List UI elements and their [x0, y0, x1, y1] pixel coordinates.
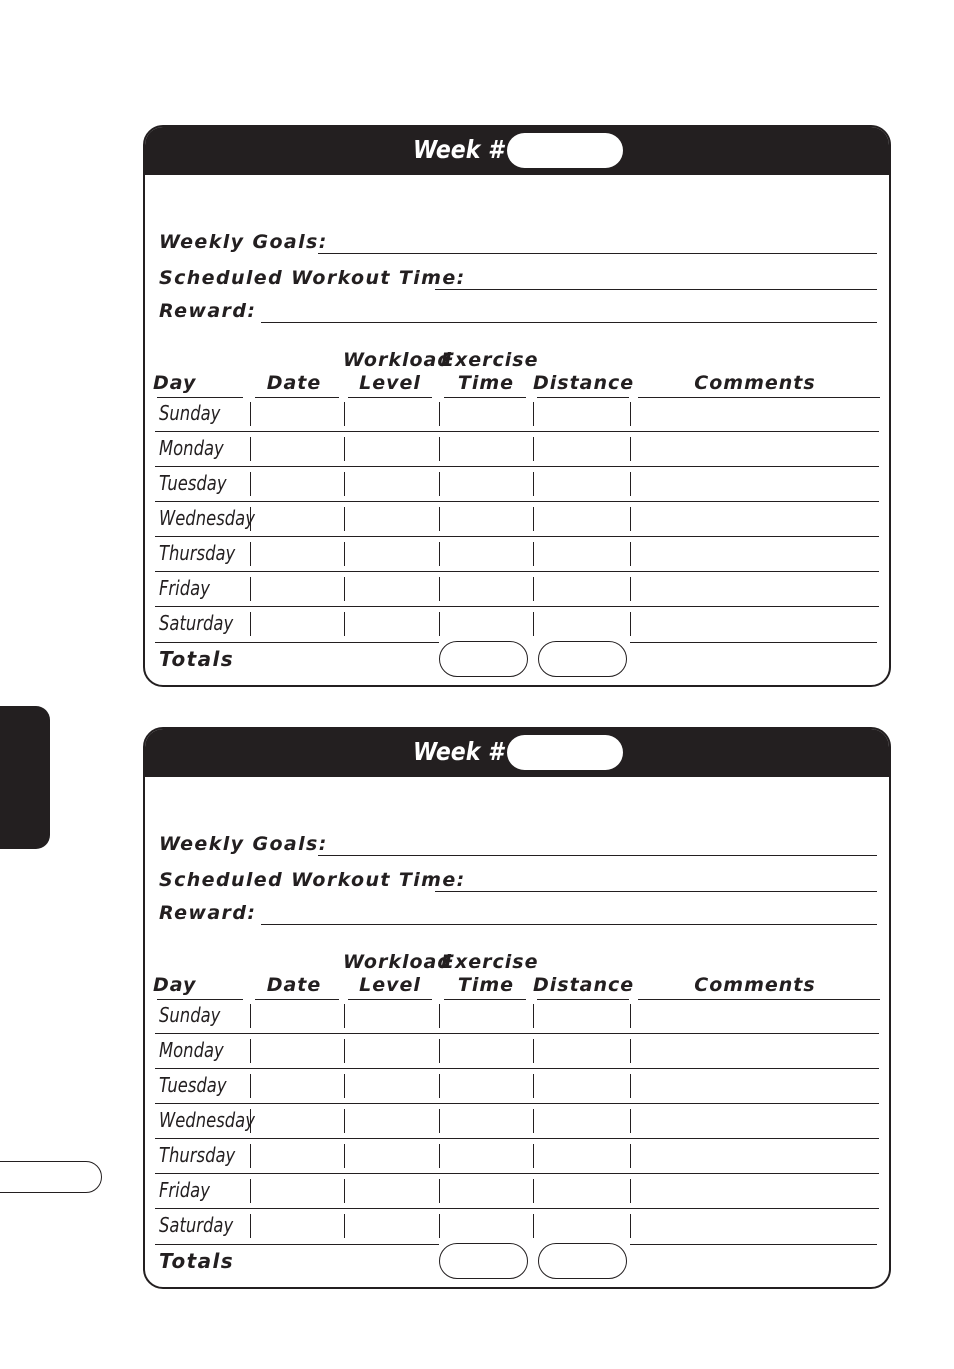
column-header-line: Comments — [694, 372, 816, 394]
cell-divider — [533, 1109, 534, 1133]
column-header — [343, 951, 452, 997]
day-row — [155, 572, 879, 607]
cell-divider — [533, 402, 534, 426]
cell-divider — [344, 507, 345, 531]
column-header — [343, 349, 452, 395]
column-header — [153, 974, 243, 997]
cell-divider — [250, 1074, 251, 1098]
column-header — [249, 372, 339, 395]
column-header-line: Exercise — [441, 349, 539, 371]
day-row — [155, 502, 879, 537]
cell-divider — [439, 577, 440, 601]
goal-input-line[interactable] — [318, 855, 877, 856]
cell-divider — [533, 472, 534, 496]
cell-divider — [630, 1039, 631, 1063]
cell-divider — [344, 1004, 345, 1028]
totals-label: Totals — [159, 1249, 235, 1273]
cell-divider — [344, 612, 345, 636]
day-label: Saturday — [159, 1213, 234, 1237]
day-row — [155, 467, 879, 502]
goal-input-line[interactable] — [435, 289, 877, 290]
column-header — [153, 372, 243, 395]
total-distance-field[interactable] — [538, 641, 627, 677]
total-exercise-time-field[interactable] — [439, 1243, 528, 1279]
cell-divider — [630, 1214, 631, 1238]
cell-divider — [630, 1109, 631, 1133]
cell-divider — [250, 472, 251, 496]
day-label: Tuesday — [159, 1073, 227, 1097]
day-label: Thursday — [159, 1143, 236, 1167]
column-header — [533, 974, 633, 997]
cell-divider — [439, 1144, 440, 1168]
column-header-line: Workload — [343, 951, 452, 973]
day-row — [155, 1069, 879, 1104]
page-tab-outline — [0, 1161, 102, 1193]
day-row — [155, 1209, 879, 1244]
cell-divider — [533, 1039, 534, 1063]
day-label: Wednesday — [159, 506, 255, 530]
day-label: Friday — [159, 1178, 210, 1202]
cell-divider — [439, 1214, 440, 1238]
cell-divider — [630, 542, 631, 566]
cell-divider — [630, 1144, 631, 1168]
column-header — [533, 372, 633, 395]
cell-divider — [630, 472, 631, 496]
cell-divider — [250, 612, 251, 636]
cell-divider — [630, 577, 631, 601]
day-row — [155, 1034, 879, 1069]
column-header-line: Time — [457, 372, 515, 394]
cell-divider — [250, 402, 251, 426]
day-label: Friday — [159, 576, 210, 600]
cell-divider — [630, 1179, 631, 1203]
day-row — [155, 999, 879, 1034]
cell-divider — [439, 402, 440, 426]
cell-divider — [250, 1214, 251, 1238]
week-number-field[interactable] — [507, 133, 623, 168]
column-header-line: Level — [359, 372, 421, 394]
goal-label: Reward: — [159, 902, 257, 924]
goal-input-line[interactable] — [435, 891, 877, 892]
cell-divider — [344, 542, 345, 566]
goal-input-line[interactable] — [261, 924, 877, 925]
cell-divider — [250, 1004, 251, 1028]
cell-divider — [250, 1179, 251, 1203]
day-label: Thursday — [159, 541, 236, 565]
cell-divider — [533, 1074, 534, 1098]
cell-divider — [250, 542, 251, 566]
cell-divider — [439, 507, 440, 531]
day-label: Saturday — [159, 611, 234, 635]
goal-label: Weekly Goals: — [159, 231, 328, 253]
cell-divider — [533, 1144, 534, 1168]
goal-label: Reward: — [159, 300, 257, 322]
column-header-line: Exercise — [441, 951, 539, 973]
day-row — [155, 537, 879, 572]
cell-divider — [344, 1109, 345, 1133]
cell-divider — [439, 1004, 440, 1028]
cell-divider — [533, 507, 534, 531]
day-row — [155, 432, 879, 467]
goal-label: Weekly Goals: — [159, 833, 328, 855]
cell-divider — [439, 1179, 440, 1203]
saturday-underline — [630, 642, 877, 685]
goal-input-line[interactable] — [261, 322, 877, 323]
cell-divider — [439, 472, 440, 496]
column-header-line: Comments — [694, 974, 816, 996]
cell-divider — [630, 437, 631, 461]
cell-divider — [439, 542, 440, 566]
week-card — [143, 125, 891, 687]
column-header-line: Workload — [343, 349, 452, 371]
cell-divider — [533, 1179, 534, 1203]
cell-divider — [439, 612, 440, 636]
cell-divider — [250, 1039, 251, 1063]
column-header-line: Time — [457, 974, 515, 996]
cell-divider — [344, 577, 345, 601]
cell-divider — [344, 402, 345, 426]
goal-input-line[interactable] — [318, 253, 877, 254]
week-card — [143, 727, 891, 1289]
cell-divider — [344, 1179, 345, 1203]
total-exercise-time-field[interactable] — [439, 641, 528, 677]
goal-label: Scheduled Workout Time: — [159, 869, 466, 891]
cell-divider — [533, 1214, 534, 1238]
cell-divider — [630, 1074, 631, 1098]
day-row — [155, 1139, 879, 1174]
total-distance-field[interactable] — [538, 1243, 627, 1279]
cell-divider — [630, 507, 631, 531]
day-label: Monday — [159, 436, 224, 460]
cell-divider — [344, 437, 345, 461]
column-header-line: Day — [153, 974, 197, 996]
day-label: Wednesday — [159, 1108, 255, 1132]
cell-divider — [250, 437, 251, 461]
column-header-line: Distance — [533, 372, 635, 394]
cell-divider — [630, 612, 631, 636]
column-header-line: Distance — [533, 974, 635, 996]
day-label: Tuesday — [159, 471, 227, 495]
cell-divider — [439, 1109, 440, 1133]
cell-divider — [439, 1074, 440, 1098]
cell-divider — [344, 1039, 345, 1063]
column-header — [635, 974, 875, 997]
day-row — [155, 1104, 879, 1139]
cell-divider — [533, 577, 534, 601]
cell-divider — [344, 1214, 345, 1238]
section-tab — [0, 706, 50, 849]
cell-divider — [250, 507, 251, 531]
week-number-field[interactable] — [507, 735, 623, 770]
cell-divider — [344, 472, 345, 496]
totals-label: Totals — [159, 647, 235, 671]
column-header — [635, 372, 875, 395]
column-header — [249, 974, 339, 997]
cell-divider — [533, 612, 534, 636]
week-header — [145, 729, 889, 777]
column-header-line: Date — [266, 974, 322, 996]
goal-label: Scheduled Workout Time: — [159, 267, 466, 289]
cell-divider — [630, 1004, 631, 1028]
cell-divider — [533, 542, 534, 566]
column-header-line: Level — [359, 974, 421, 996]
week-header — [145, 127, 889, 175]
cell-divider — [344, 1074, 345, 1098]
column-header — [441, 951, 539, 997]
column-header — [441, 349, 539, 395]
day-row — [155, 1174, 879, 1209]
column-header-line: Day — [153, 372, 197, 394]
cell-divider — [344, 1144, 345, 1168]
day-label: Sunday — [159, 1003, 221, 1027]
cell-divider — [630, 402, 631, 426]
cell-divider — [250, 577, 251, 601]
column-header-line: Date — [266, 372, 322, 394]
cell-divider — [533, 437, 534, 461]
cell-divider — [250, 1144, 251, 1168]
week-title: Week # — [413, 737, 504, 766]
saturday-underline — [630, 1244, 877, 1287]
day-label: Monday — [159, 1038, 224, 1062]
cell-divider — [439, 1039, 440, 1063]
week-title: Week # — [413, 135, 504, 164]
cell-divider — [250, 1109, 251, 1133]
day-row — [155, 607, 879, 642]
cell-divider — [533, 1004, 534, 1028]
cell-divider — [439, 437, 440, 461]
day-row — [155, 397, 879, 432]
day-label: Sunday — [159, 401, 221, 425]
